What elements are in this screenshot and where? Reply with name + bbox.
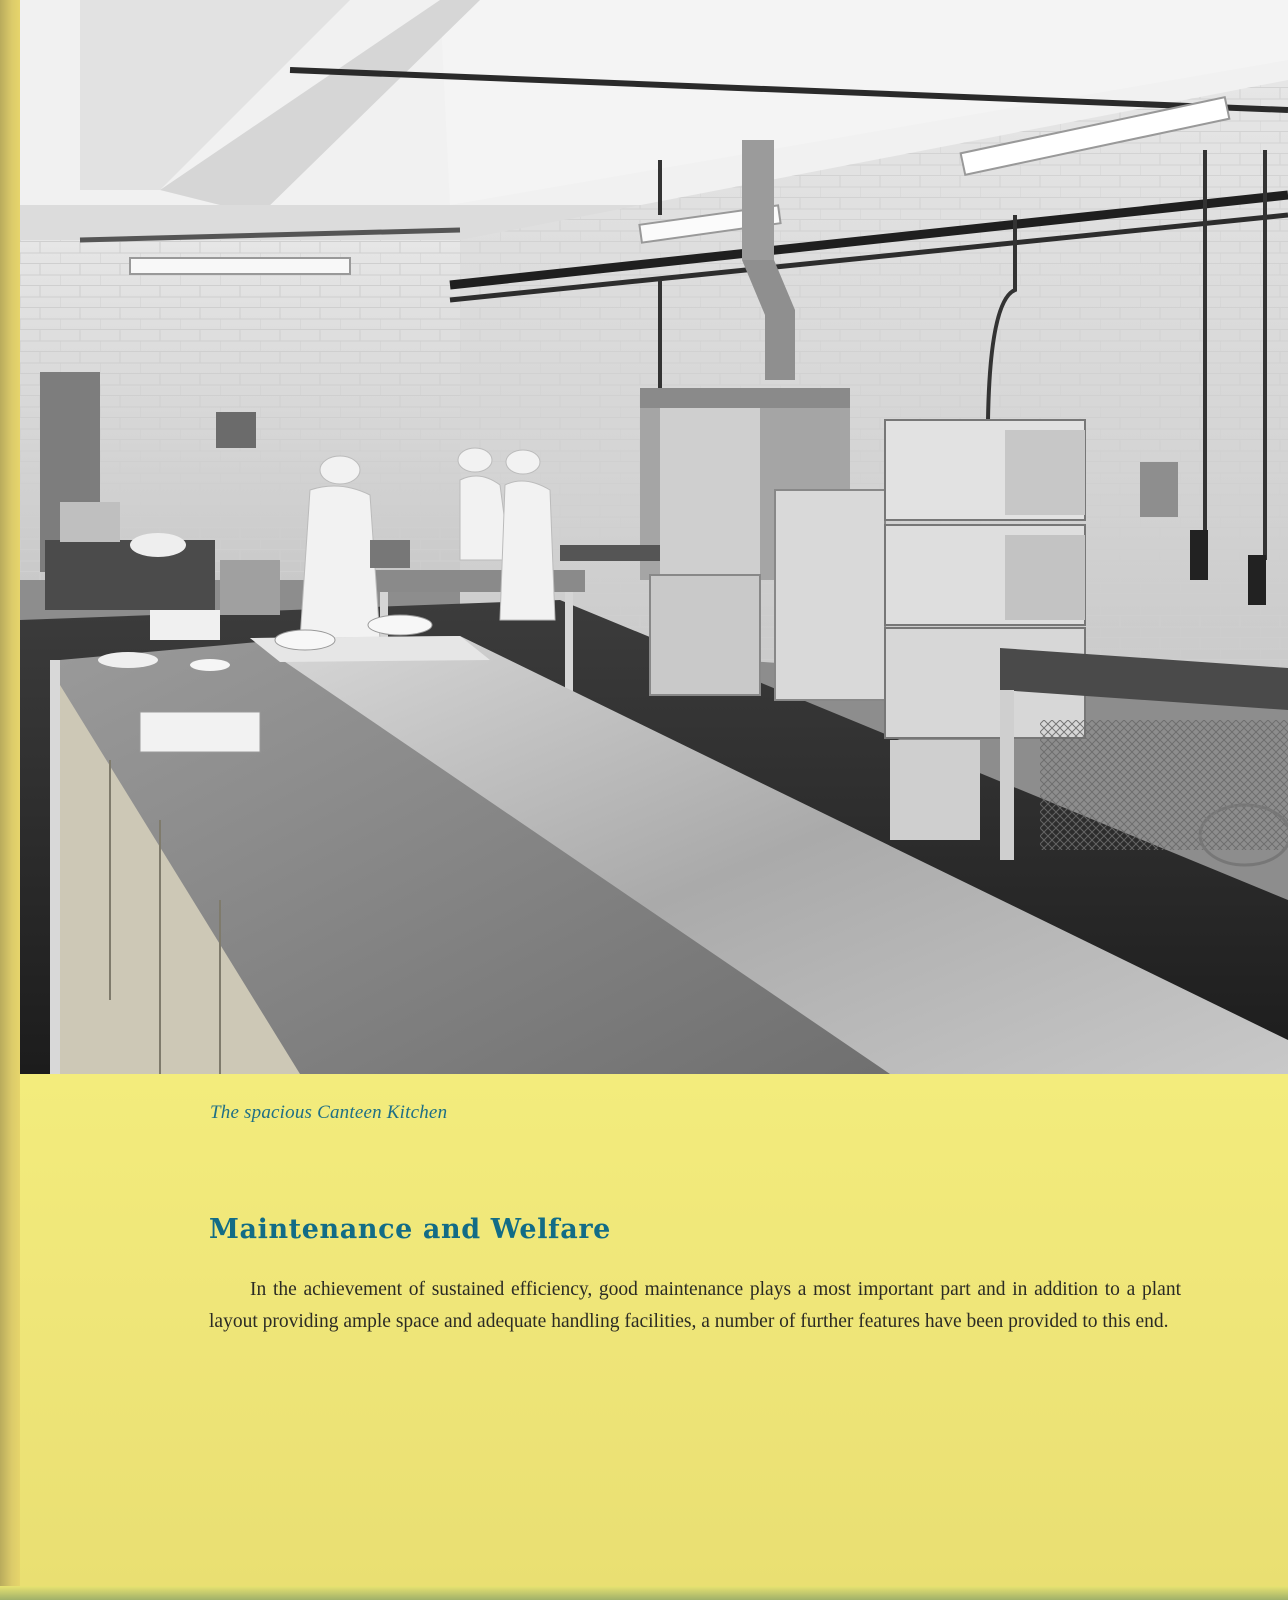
page-edge — [0, 0, 20, 1600]
page-edge-bottom — [0, 1586, 1288, 1600]
section-body: In the achievement of sustained efficiency, good maintenance plays a most important part and in addition to a plant layout providing ample space and adequate handling facilities, a number of further features have been provided to this end. — [209, 1279, 1181, 1332]
photo-caption: The spacious Canteen Kitchen — [210, 1102, 448, 1123]
section-heading: Maintenance and Welfare — [209, 1214, 611, 1245]
canteen-kitchen-photo — [20, 0, 1288, 1074]
text-panel — [20, 1074, 1288, 1586]
